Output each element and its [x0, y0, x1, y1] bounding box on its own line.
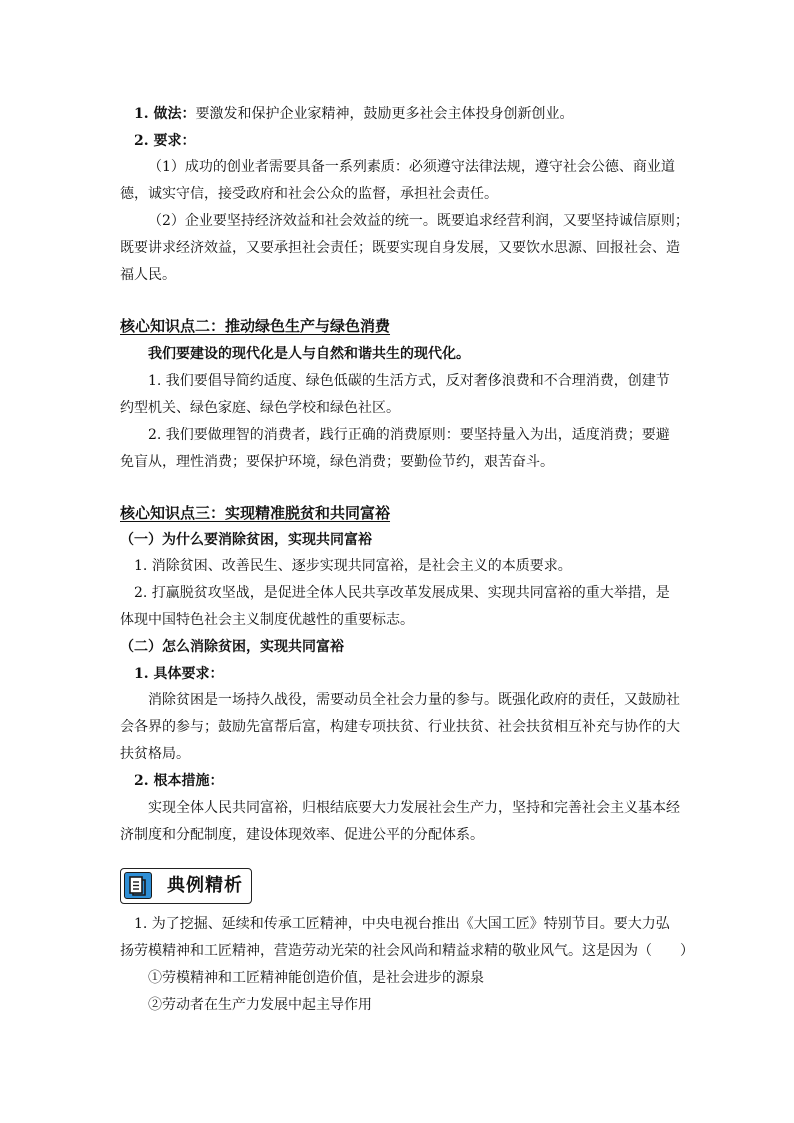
s3-label-2: 2. 根本措施：: [134, 773, 224, 789]
para-2-line-1: （2）企业要坚持经济效益和社会效益的统一。既要追求经营利润，又要坚持诚信原则；: [148, 213, 689, 229]
section-heading-2: 核心知识点二：推动绿色生产与绿色消费: [120, 317, 391, 335]
examples-banner: [120, 868, 252, 904]
question-1-line-1: 1. 为了挖掘、延续和传承工匠精神，中央电视台推出《大国工匠》特别节目。要大力弘: [134, 916, 670, 932]
s2-para-2-line-1: 2. 我们要做理智的消费者，践行正确的消费原则：要坚持量入为出，适度消费；要避: [148, 427, 670, 443]
option-2: ②劳动者在生产力发展中起主导作用: [148, 997, 372, 1013]
option-1: ①劳模精神和工匠精神能创造价值，是社会进步的源泉: [148, 970, 484, 986]
s3-para-3-line-3: 扶贫格局。: [120, 746, 190, 762]
s3-para-2-line-1: 2. 打赢脱贫攻坚战，是促进全体人民共享改革发展成果、实现共同富裕的重大举措，是: [134, 585, 670, 601]
examples-banner-title: 典例精析: [167, 875, 243, 896]
s2-para-1-line-1: 1. 我们要倡导简约适度、绿色低碳的生活方式，反对奢侈浪费和不合理消费，创建节: [148, 373, 670, 389]
item-2-label: 2. 要求：: [134, 133, 196, 149]
subheading-2: （二）怎么消除贫困，实现共同富裕: [120, 639, 344, 655]
s3-para-4-line-2: 济制度和分配制度，建设体现效率、促进公平的分配体系。: [120, 827, 484, 843]
para-2-line-2: 既要讲求经济效益，又要承担社会责任；既要实现自身发展，又要饮水思源、回报社会、造: [120, 240, 680, 256]
para-2-line-3: 福人民。: [120, 267, 176, 283]
s3-para-2-line-2: 体现中国特色社会主义制度优越性的重要标志。: [120, 612, 414, 628]
item-1: [134, 104, 574, 124]
item-1-text: 要激发和保护企业家精神，鼓励更多社会主体投身创新创业。: [195, 106, 574, 122]
section-heading-3: 核心知识点三：实现精准脱贫和共同富裕: [120, 504, 391, 522]
section-2-lead: 我们要建设的现代化是人与自然和谐共生的现代化。: [148, 346, 470, 362]
s3-para-3-line-1: 消除贫困是一场持久战役，需要动员全社会力量的参与。既强化政府的责任，又鼓励社: [148, 692, 680, 708]
question-1-line-2: 扬劳模精神和工匠精神，营造劳动光荣的社会风尚和精益求精的敬业风气。这是因为（ ）: [120, 943, 694, 959]
para-1-line-1: （1）成功的创业者需要具备一系列素质：必须遵守法律法规，遵守社会公德、商业道: [148, 159, 675, 175]
document-icon-glyph: [125, 873, 150, 897]
s3-para-3-line-2: 会各界的参与；鼓励先富帮后富，构建专项扶贫、行业扶贫、社会扶贫相互补充与协作的大: [120, 719, 680, 735]
s2-para-1-line-2: 约型机关、绿色家庭、绿色学校和绿色社区。: [120, 400, 400, 416]
s3-label-1: 1. 具体要求：: [134, 666, 224, 682]
para-1-line-2: 德，诚实守信，接受政府和社会公众的监督，承担社会责任。: [120, 186, 498, 202]
item-1-label: 1. 做法：: [134, 106, 196, 122]
s3-para-1: 1. 消除贫困、改善民生、逐步实现共同富裕，是社会主义的本质要求。: [134, 558, 572, 574]
s3-para-4-line-1: 实现全体人民共同富裕，归根结底要大力发展社会生产力，坚持和完善社会主义基本经: [148, 800, 680, 816]
s2-para-2-line-2: 免盲从，理性消费；要保护环境，绿色消费；要勤俭节约，艰苦奋斗。: [120, 454, 554, 470]
document-icon: [124, 872, 152, 899]
subheading-1: （一）为什么要消除贫困，实现共同富裕: [120, 532, 372, 548]
